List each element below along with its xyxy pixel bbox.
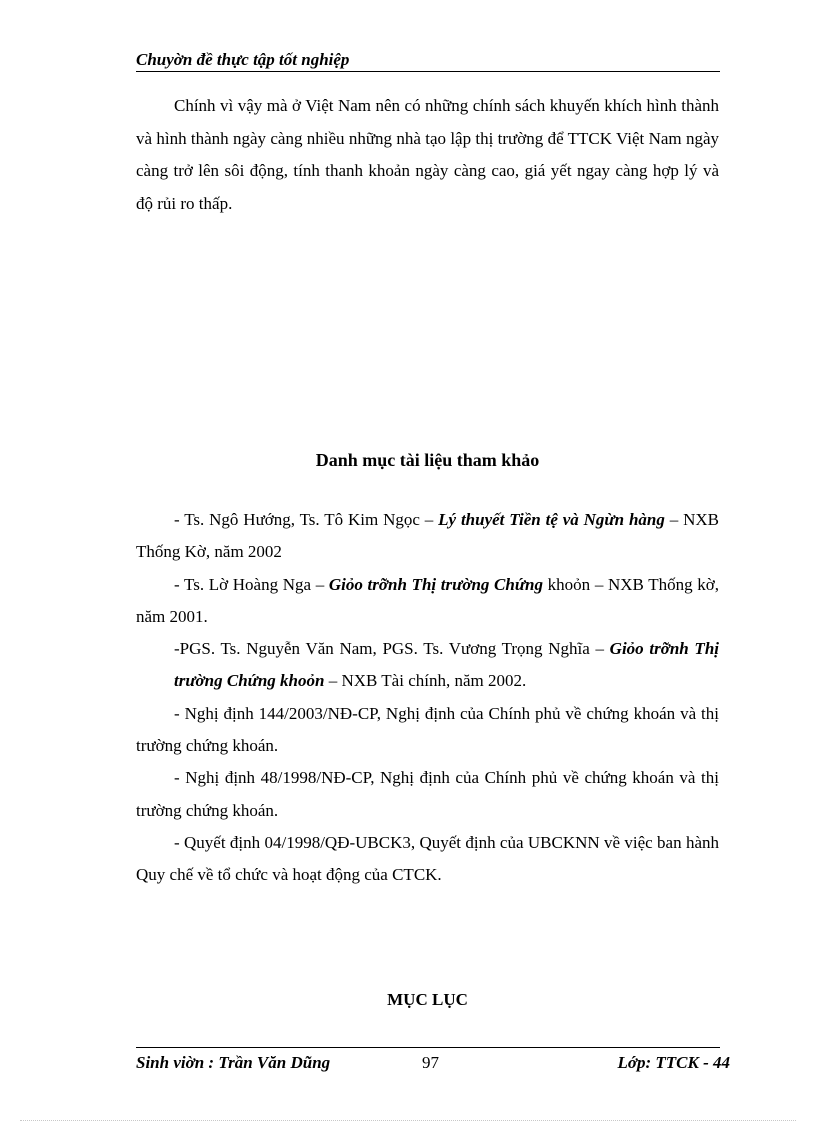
footer-student: Sinh viờn : Trần Văn Dũng xyxy=(136,1053,331,1072)
footer-page-number: 97 xyxy=(422,1053,439,1072)
toc-title: MỤC LỤC xyxy=(387,990,468,1009)
reference-item xyxy=(136,633,719,698)
page-footer xyxy=(136,1053,730,1077)
reference-title: Giỏo trỡnh Thị trường Chứng khoỏn xyxy=(174,639,719,691)
reference-item xyxy=(136,827,719,892)
reference-text: - Quyết định 04/1998/QĐ-UBCK3, Quyết định của UBCKNN về việc ban hành Quy chế về tổ chức và hoạt động của CTCK. xyxy=(136,832,719,885)
reference-title: Lý thuyết Tiền tệ và Ngừn hàng xyxy=(438,510,665,529)
reference-item xyxy=(136,504,719,569)
reference-item xyxy=(136,569,719,634)
reference-publisher: khoỏn – NXB Thống kờ, năm 2001. xyxy=(136,574,720,626)
header-rule xyxy=(136,71,720,72)
references-list xyxy=(136,504,719,892)
references-title: Danh mục tài liệu tham khảo xyxy=(315,450,540,470)
reference-text: - Ts. Ngô Hướng, Ts. Tô Kim Ngọc – xyxy=(174,510,439,529)
reference-publisher: – NXB Thống Kờ, năm 2002 xyxy=(136,510,719,562)
reference-text: - Nghị định 144/2003/NĐ-CP, Nghị định của Chính phủ về chứng khoán và thị trường chứng khoán. xyxy=(136,703,719,756)
reference-text: - Nghị định 48/1998/NĐ-CP, Nghị định của Chính phủ về chứng khoán và thị trường chứng khoán. xyxy=(136,768,719,820)
reference-publisher: – NXB Tài chính, năm 2002. xyxy=(324,671,527,691)
reference-text: -PGS. Ts. Nguyễn Văn Nam, PGS. Ts. Vương Trọng Nghĩa – xyxy=(174,639,610,659)
header-title: Chuyờn đề thực tập tốt nghiệp xyxy=(136,50,350,69)
footer-rule xyxy=(136,1047,720,1048)
intro-paragraph: Chính vì vậy mà ở Việt Nam nên có những chính sách khuyến khích hình thành và hình thành ngày càng nhiều những nhà tạo lập thị trường để TTCK Việt Nam ngày càng trở lên sôi động, tính thanh khoản ngày càng cao, giá yết ngay càng hợp lý và độ rủi ro thấp. xyxy=(136,96,719,213)
reference-item xyxy=(136,698,719,763)
reference-item xyxy=(136,762,719,827)
page-bottom-border xyxy=(20,1120,796,1121)
reference-title: Giỏo trỡnh Thị trường Chứng xyxy=(328,574,543,594)
reference-text: - Ts. Lờ Hoàng Nga – xyxy=(174,574,329,594)
footer-class: Lớp: TTCK - 44 xyxy=(617,1053,730,1072)
